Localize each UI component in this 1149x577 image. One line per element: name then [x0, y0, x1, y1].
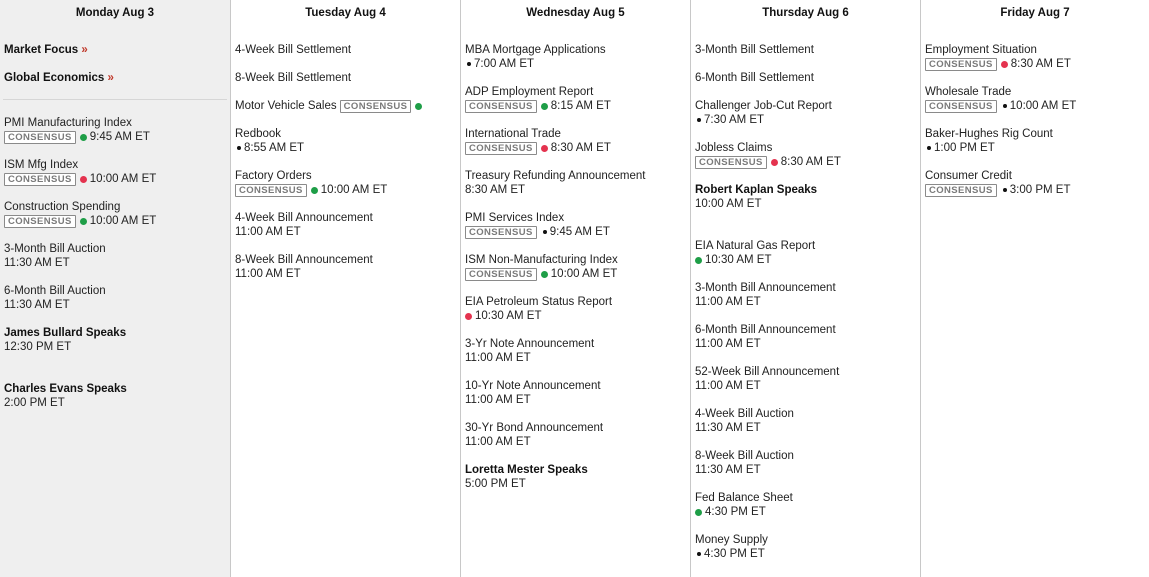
event-time: 11:00 AM ET: [465, 352, 531, 364]
event-time: 10:00 AM ET: [1009, 100, 1077, 112]
event-item: [235, 253, 456, 281]
day-header: Friday Aug 7: [1000, 7, 1070, 19]
event-item: [695, 43, 916, 57]
consensus-badge[interactable]: CONSENSUS: [925, 100, 997, 113]
event-name[interactable]: 4-Week Bill Settlement: [235, 44, 352, 56]
green-dot-icon: [695, 257, 702, 264]
event-name[interactable]: 8-Week Bill Announcement: [235, 254, 373, 266]
event-item: [695, 323, 916, 351]
event-name[interactable]: 3-Yr Note Announcement: [465, 338, 595, 350]
event-name[interactable]: Fed Balance Sheet: [695, 492, 793, 504]
event-name[interactable]: ADP Employment Report: [465, 86, 594, 98]
green-dot-icon: [80, 134, 87, 141]
consensus-badge[interactable]: CONSENSUS: [925, 58, 997, 71]
event-name[interactable]: PMI Services Index: [465, 212, 565, 224]
black-dot-icon: [697, 552, 701, 556]
day-header: Wednesday Aug 5: [526, 7, 625, 19]
event-item: [695, 491, 916, 519]
green-dot-icon: [80, 218, 87, 225]
event-time: 8:30 AM ET: [550, 142, 611, 154]
event-time: 10:00 AM ET: [695, 198, 762, 210]
event-item: [695, 533, 916, 561]
event-name[interactable]: Wholesale Trade: [925, 86, 1012, 98]
event-time: 11:30 AM ET: [695, 422, 761, 434]
event-name[interactable]: International Trade: [465, 128, 561, 140]
red-dot-icon: [771, 159, 778, 166]
consensus-badge[interactable]: CONSENSUS: [465, 100, 537, 113]
speaker-name[interactable]: James Bullard Speaks: [4, 327, 127, 339]
day-column-tuesday: [231, 0, 461, 577]
event-name[interactable]: Redbook: [235, 128, 282, 140]
event-name[interactable]: 6-Month Bill Settlement: [695, 72, 814, 84]
arrow-icon: »: [107, 72, 114, 84]
event-item: [235, 127, 456, 155]
event-name[interactable]: EIA Natural Gas Report: [695, 240, 816, 252]
market-focus-link[interactable]: [4, 43, 226, 57]
event-time: 8:15 AM ET: [550, 100, 611, 112]
consensus-badge[interactable]: CONSENSUS: [465, 226, 537, 239]
red-dot-icon: [541, 145, 548, 152]
event-item: [4, 326, 226, 354]
black-dot-icon: [1003, 104, 1007, 108]
speaker-name[interactable]: Loretta Mester Speaks: [465, 464, 588, 476]
event-item: [465, 337, 686, 365]
event-name[interactable]: 8-Week Bill Auction: [695, 450, 794, 462]
event-item: [465, 295, 686, 323]
event-time: 10:30 AM ET: [475, 310, 542, 322]
event-name[interactable]: Money Supply: [695, 534, 768, 546]
event-time: 4:30 PM ET: [705, 506, 766, 518]
event-item: [465, 127, 686, 155]
event-time: 11:00 AM ET: [465, 394, 531, 406]
event-item: [465, 379, 686, 407]
event-item: [695, 281, 916, 309]
black-dot-icon: [467, 62, 471, 66]
event-name[interactable]: Baker-Hughes Rig Count: [925, 128, 1053, 140]
consensus-badge[interactable]: CONSENSUS: [4, 173, 76, 186]
day-column-monday: [0, 0, 231, 577]
consensus-badge[interactable]: CONSENSUS: [465, 268, 537, 281]
consensus-badge[interactable]: CONSENSUS: [465, 142, 537, 155]
event-item: [235, 169, 456, 197]
event-time: 11:00 AM ET: [695, 338, 761, 350]
event-item: [465, 169, 686, 197]
event-item: [235, 99, 456, 113]
event-item: [465, 211, 686, 239]
event-name[interactable]: Treasury Refunding Announcement: [465, 170, 646, 182]
event-item: [695, 449, 916, 477]
consensus-badge[interactable]: CONSENSUS: [4, 215, 76, 228]
red-dot-icon: [1001, 61, 1008, 68]
black-dot-icon: [237, 146, 241, 150]
consensus-badge[interactable]: CONSENSUS: [925, 184, 997, 197]
event-time: 11:00 AM ET: [695, 296, 761, 308]
speaker-name[interactable]: Charles Evans Speaks: [4, 383, 127, 395]
event-time: 4:30 PM ET: [704, 548, 765, 560]
day-header: Thursday Aug 6: [762, 7, 849, 19]
event-item: [925, 127, 1145, 155]
event-item: [695, 239, 916, 267]
red-dot-icon: [80, 176, 87, 183]
event-item: [465, 421, 686, 449]
event-name[interactable]: 4-Week Bill Auction: [695, 408, 794, 420]
black-dot-icon: [543, 230, 547, 234]
green-dot-icon: [695, 509, 702, 516]
market-focus-label[interactable]: Market Focus: [4, 44, 79, 56]
event-time: 9:45 AM ET: [549, 226, 610, 238]
event-time: 8:30 AM ET: [1010, 58, 1071, 70]
event-name[interactable]: Construction Spending: [4, 201, 121, 213]
day-column-friday: [921, 0, 1149, 577]
event-item: [925, 85, 1145, 113]
event-name[interactable]: Factory Orders: [235, 170, 312, 182]
event-item: [4, 116, 226, 144]
event-item: [695, 183, 916, 211]
consensus-badge[interactable]: CONSENSUS: [340, 100, 412, 113]
event-name[interactable]: Employment Situation: [925, 44, 1037, 56]
event-name[interactable]: Challenger Job-Cut Report: [695, 100, 832, 112]
green-dot-icon: [541, 103, 548, 110]
green-dot-icon: [541, 271, 548, 278]
day-column-thursday: [691, 0, 921, 577]
event-name[interactable]: 3-Month Bill Settlement: [695, 44, 814, 56]
event-time: 11:30 AM ET: [4, 299, 70, 311]
event-name[interactable]: 3-Month Bill Announcement: [695, 282, 836, 294]
arrow-icon: »: [81, 44, 88, 56]
red-dot-icon: [465, 313, 472, 320]
event-time: 11:00 AM ET: [695, 380, 761, 392]
event-time: 3:00 PM ET: [1009, 184, 1071, 196]
event-time: 1:00 PM ET: [934, 142, 995, 154]
event-time: 8:30 AM ET: [465, 184, 526, 196]
black-dot-icon: [927, 146, 931, 150]
event-item: [695, 71, 916, 85]
day-column-wednesday: [461, 0, 691, 577]
event-name[interactable]: MBA Mortgage Applications: [465, 44, 606, 56]
event-time: 7:00 AM ET: [474, 58, 535, 70]
event-name[interactable]: 4-Week Bill Announcement: [235, 212, 373, 224]
green-dot-icon: [311, 187, 318, 194]
consensus-badge[interactable]: CONSENSUS: [235, 184, 307, 197]
event-item: [695, 365, 916, 393]
green-dot-icon: [415, 103, 422, 110]
event-item: [4, 382, 226, 410]
event-name[interactable]: ISM Mfg Index: [4, 159, 79, 171]
event-name[interactable]: Jobless Claims: [695, 142, 773, 154]
event-time: 11:30 AM ET: [695, 464, 761, 476]
consensus-badge[interactable]: CONSENSUS: [695, 156, 767, 169]
event-item: [465, 463, 686, 491]
event-name[interactable]: EIA Petroleum Status Report: [465, 296, 613, 308]
event-time: 12:30 PM ET: [4, 341, 72, 353]
event-item: [465, 43, 686, 71]
event-item: [465, 253, 686, 281]
event-name[interactable]: PMI Manufacturing Index: [4, 117, 132, 129]
event-item: [4, 158, 226, 186]
consensus-badge[interactable]: CONSENSUS: [4, 131, 76, 144]
event-item: [925, 169, 1145, 197]
black-dot-icon: [1003, 188, 1007, 192]
event-item: [925, 43, 1145, 71]
day-header: Tuesday Aug 4: [305, 7, 386, 19]
event-item: [4, 242, 226, 270]
event-time: 8:55 AM ET: [244, 142, 305, 154]
event-name[interactable]: 10-Yr Note Announcement: [465, 380, 601, 392]
event-item: [695, 141, 916, 169]
global-economics-label[interactable]: Global Economics: [4, 72, 105, 84]
divider: [3, 99, 227, 100]
event-name[interactable]: ISM Non-Manufacturing Index: [465, 254, 618, 266]
day-header: Monday Aug 3: [75, 7, 155, 19]
event-time: 11:30 AM ET: [4, 257, 70, 269]
event-time: 11:00 AM ET: [465, 436, 531, 448]
event-time: 11:00 AM ET: [235, 268, 301, 280]
event-item: [695, 407, 916, 435]
event-time: 5:00 PM ET: [465, 478, 526, 490]
event-name[interactable]: 52-Week Bill Announcement: [695, 366, 840, 378]
event-name[interactable]: 6-Month Bill Auction: [4, 285, 106, 297]
event-name[interactable]: 8-Week Bill Settlement: [235, 72, 352, 84]
global-economics-link[interactable]: [4, 71, 226, 85]
event-time: 8:30 AM ET: [780, 156, 841, 168]
speaker-name[interactable]: Robert Kaplan Speaks: [695, 184, 818, 196]
event-name[interactable]: 30-Yr Bond Announcement: [465, 422, 604, 434]
event-name[interactable]: 6-Month Bill Announcement: [695, 324, 836, 336]
event-item: [235, 43, 456, 57]
black-dot-icon: [697, 118, 701, 122]
event-item: [465, 85, 686, 113]
event-item: [4, 284, 226, 312]
event-time: 10:00 AM ET: [320, 184, 388, 196]
event-time: 10:00 AM ET: [89, 173, 157, 185]
event-item: [4, 200, 226, 228]
event-time: 11:00 AM ET: [235, 226, 301, 238]
event-time: 10:00 AM ET: [89, 215, 157, 227]
event-item: [695, 99, 916, 127]
event-item: [235, 71, 456, 85]
event-item: [235, 211, 456, 239]
event-time: 9:45 AM ET: [89, 131, 150, 143]
event-time: 10:30 AM ET: [705, 254, 772, 266]
event-time: 10:00 AM ET: [550, 268, 618, 280]
event-time: 7:30 AM ET: [704, 114, 765, 126]
event-time: 2:00 PM ET: [4, 397, 65, 409]
event-name[interactable]: 3-Month Bill Auction: [4, 243, 106, 255]
event-name[interactable]: Motor Vehicle Sales: [235, 100, 337, 112]
event-name[interactable]: Consumer Credit: [925, 170, 1012, 182]
